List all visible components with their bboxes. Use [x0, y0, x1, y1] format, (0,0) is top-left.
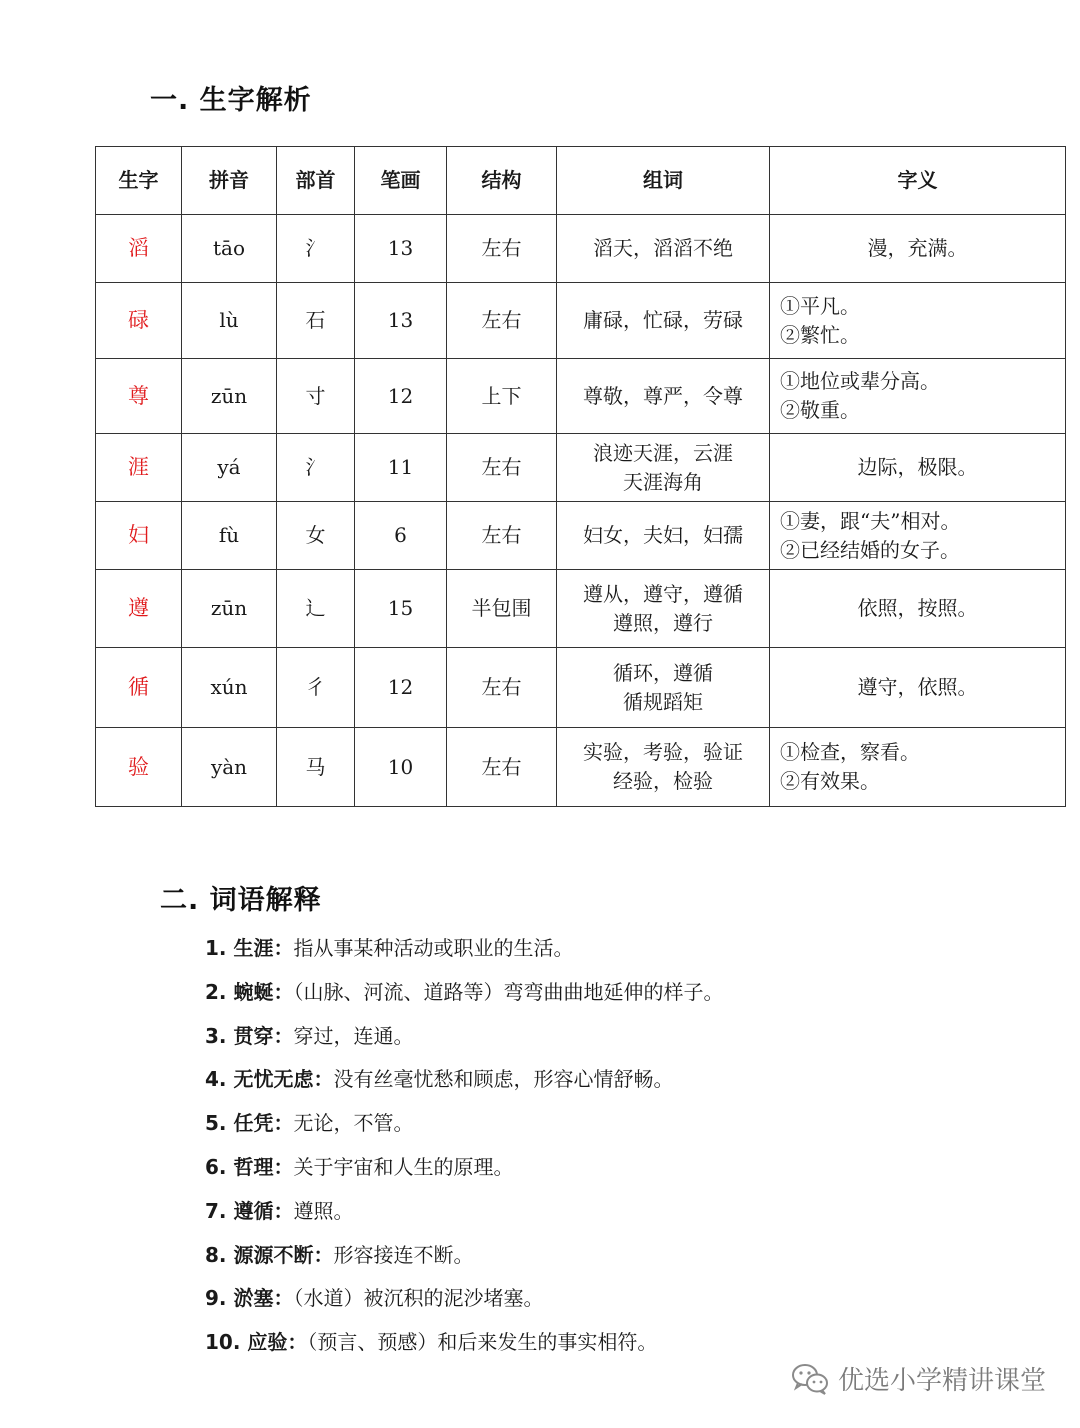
- pinyin-cell: lù: [182, 283, 277, 359]
- strokes-cell: 13: [355, 215, 447, 283]
- table-header-row: [96, 147, 1066, 215]
- definition-text: 遵照。: [293, 1198, 354, 1223]
- meaning-line: ②繁忙。: [780, 322, 860, 347]
- meaning-line: ②已经结婚的女子。: [780, 537, 960, 562]
- word-line: 庸碌，忙碌，劳碌: [583, 308, 743, 332]
- char-cell: 碌: [96, 283, 182, 359]
- radical-cell: 辶: [277, 570, 355, 648]
- words-cell: [557, 283, 770, 359]
- words-cell: [557, 648, 770, 728]
- radical-cell: 女: [277, 502, 355, 570]
- word-line: 遵从，遵守，遵循: [583, 581, 743, 606]
- strokes-cell: 11: [355, 434, 447, 502]
- definition-term: 7. 遵循：: [205, 1198, 294, 1223]
- definition-item: [205, 1149, 1025, 1193]
- definition-text: （水道）被沉积的泥沙堵塞。: [293, 1286, 544, 1311]
- char-cell: 滔: [96, 215, 182, 283]
- definition-item: [205, 1061, 1025, 1105]
- definition-item: [205, 974, 1025, 1018]
- meaning-cell: [770, 502, 1066, 570]
- column-header: 笔画: [355, 147, 447, 215]
- pinyin-cell: yá: [182, 434, 277, 502]
- section-title-characters: 一. 生字解析: [150, 85, 312, 116]
- meaning-line: 遵守，依照。: [857, 675, 978, 699]
- definition-text: 没有丝毫忧愁和顾虑，形容心情舒畅。: [333, 1067, 674, 1092]
- watermark-text: 优选小学精讲课堂: [837, 1366, 1046, 1396]
- definition-item: [205, 930, 1025, 974]
- table-row: [96, 359, 1066, 434]
- definition-term: 9. 淤塞：: [205, 1286, 294, 1311]
- strokes-cell: 10: [355, 728, 447, 807]
- character-table: [95, 146, 1066, 807]
- words-cell: [557, 502, 770, 570]
- word-line: 循规蹈矩: [623, 689, 703, 714]
- word-line: 尊敬，尊严，令尊: [583, 383, 743, 408]
- word-line: 滔天，滔滔不绝: [593, 236, 733, 260]
- word-line: 天涯海角: [623, 469, 703, 494]
- structure-cell: 左右: [447, 648, 557, 728]
- word-line: 经验，检验: [613, 769, 713, 793]
- definition-text: （山脉、河流、道路等）弯弯曲曲地延伸的样子。: [293, 979, 724, 1004]
- table-row: [96, 434, 1066, 502]
- radical-cell: 氵: [277, 215, 355, 283]
- structure-cell: 半包围: [447, 570, 557, 648]
- char-cell: 遵: [96, 570, 182, 648]
- meaning-cell: [770, 283, 1066, 359]
- word-line: 实验，考验，验证: [583, 740, 743, 764]
- words-cell: [557, 215, 770, 283]
- word-line: 浪迹天涯，云涯: [593, 440, 733, 465]
- radical-cell: 马: [277, 728, 355, 807]
- structure-cell: 左右: [447, 434, 557, 502]
- definition-list: [205, 930, 1025, 1368]
- column-header: 部首: [277, 147, 355, 215]
- table-row: [96, 283, 1066, 359]
- table-row: [96, 570, 1066, 648]
- structure-cell: 左右: [447, 283, 557, 359]
- pinyin-cell: yàn: [182, 728, 277, 807]
- meaning-line: ①妻，跟“夫”相对。: [780, 508, 961, 533]
- strokes-cell: 12: [355, 648, 447, 728]
- definition-term: 1. 生涯：: [205, 936, 294, 960]
- definition-item: [205, 1237, 1025, 1281]
- wechat-icon: [790, 1362, 830, 1396]
- pinyin-cell: tāo: [182, 215, 277, 283]
- char-cell: 循: [96, 648, 182, 728]
- char-cell: 验: [96, 728, 182, 807]
- definition-term: 6. 哲理：: [205, 1154, 294, 1179]
- meaning-line: ②敬重。: [780, 398, 860, 422]
- definition-item: [205, 1105, 1025, 1149]
- words-cell: [557, 728, 770, 807]
- table-row: [96, 648, 1066, 728]
- strokes-cell: 6: [355, 502, 447, 570]
- radical-cell: 寸: [277, 359, 355, 434]
- meaning-cell: [770, 648, 1066, 728]
- meaning-cell: [770, 359, 1066, 434]
- words-cell: [557, 570, 770, 648]
- word-line: 遵照，遵行: [613, 610, 713, 635]
- definition-item: [205, 1018, 1025, 1062]
- definition-text: 指从事某种活动或职业的生活。: [293, 936, 574, 960]
- definition-text: （预言、预感）和后来发生的事实相符。: [307, 1330, 658, 1355]
- meaning-line: ②有效果。: [780, 769, 880, 793]
- meaning-line: 依照，按照。: [857, 596, 978, 620]
- structure-cell: 左右: [447, 728, 557, 807]
- definition-item: [205, 1193, 1025, 1237]
- definition-text: 形容接连不断。: [333, 1242, 474, 1267]
- word-line: 妇女，夫妇，妇孺: [583, 523, 743, 547]
- meaning-cell: [770, 434, 1066, 502]
- definition-term: 8. 源源不断：: [205, 1242, 334, 1267]
- definition-term: 5. 任凭：: [205, 1111, 294, 1136]
- structure-cell: 上下: [447, 359, 557, 434]
- definition-text: 无论，不管。: [293, 1111, 414, 1136]
- structure-cell: 左右: [447, 215, 557, 283]
- table-row: [96, 728, 1066, 807]
- meaning-line: 边际，极限。: [857, 455, 978, 479]
- char-cell: 尊: [96, 359, 182, 434]
- definition-text: 关于宇宙和人生的原理。: [293, 1154, 514, 1179]
- table-row: [96, 215, 1066, 283]
- pinyin-cell: xún: [182, 648, 277, 728]
- definition-text: 穿过，连通。: [293, 1023, 414, 1048]
- meaning-cell: [770, 728, 1066, 807]
- radical-cell: 石: [277, 283, 355, 359]
- pinyin-cell: zūn: [182, 359, 277, 434]
- section-title-vocabulary: 二. 词语解释: [160, 885, 322, 916]
- pinyin-cell: zūn: [182, 570, 277, 648]
- strokes-cell: 12: [355, 359, 447, 434]
- radical-cell: 彳: [277, 648, 355, 728]
- strokes-cell: 13: [355, 283, 447, 359]
- meaning-cell: [770, 215, 1066, 283]
- meaning-line: ①平凡。: [780, 293, 860, 318]
- definition-term: 4. 无忧无虑：: [205, 1067, 334, 1092]
- meaning-cell: [770, 570, 1066, 648]
- column-header: 组词: [557, 147, 770, 215]
- column-header: 生字: [96, 147, 182, 215]
- char-cell: 妇: [96, 502, 182, 570]
- definition-item: [205, 1280, 1025, 1324]
- column-header: 拼音: [182, 147, 277, 215]
- structure-cell: 左右: [447, 502, 557, 570]
- definition-term: 10. 应验：: [205, 1330, 308, 1355]
- meaning-line: ①检查，察看。: [780, 740, 920, 764]
- meaning-line: ①地位或辈分高。: [780, 369, 940, 393]
- char-cell: 涯: [96, 434, 182, 502]
- column-header: 结构: [447, 147, 557, 215]
- meaning-line: 漫，充满。: [867, 236, 968, 260]
- table-row: [96, 502, 1066, 570]
- definition-term: 3. 贯穿：: [205, 1023, 294, 1048]
- word-line: 循环，遵循: [613, 660, 713, 685]
- words-cell: [557, 434, 770, 502]
- definition-term: 2. 蜿蜒：: [205, 979, 294, 1004]
- words-cell: [557, 359, 770, 434]
- strokes-cell: 15: [355, 570, 447, 648]
- pinyin-cell: fù: [182, 502, 277, 570]
- watermark: [790, 1360, 1046, 1397]
- radical-cell: 氵: [277, 434, 355, 502]
- column-header: 字义: [770, 147, 1066, 215]
